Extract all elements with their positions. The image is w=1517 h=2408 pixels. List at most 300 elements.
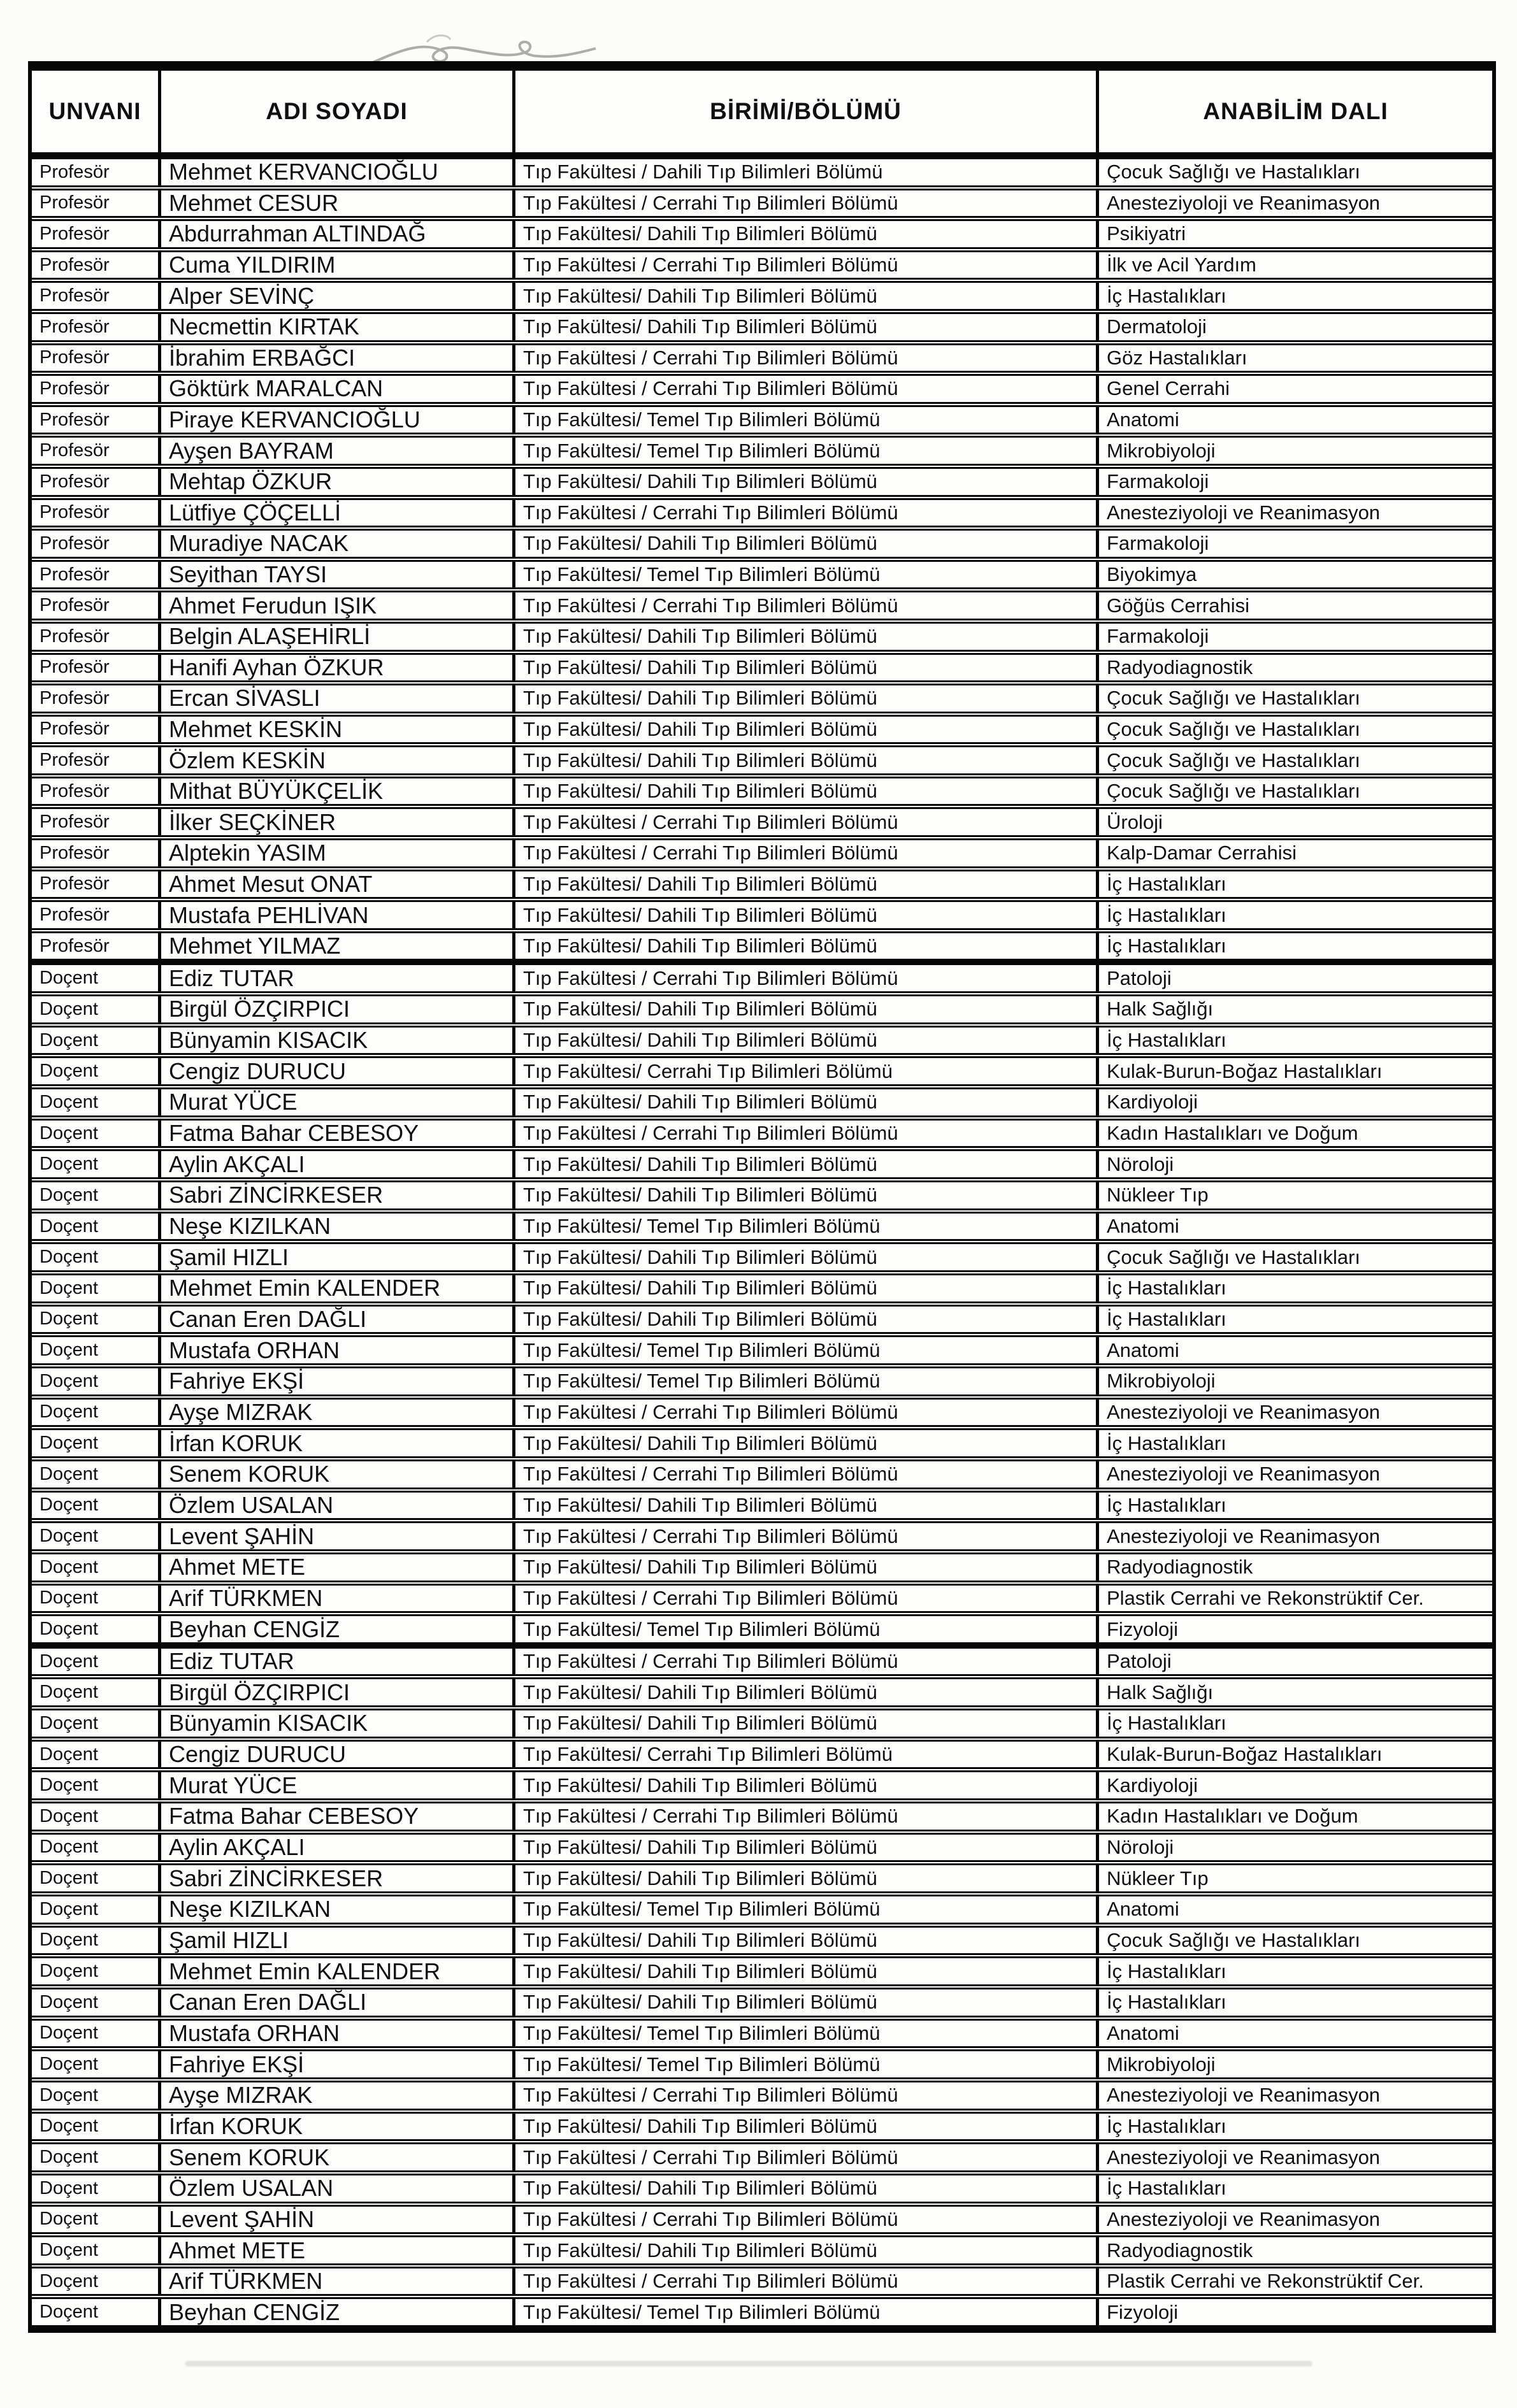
cell-anabilim-dali: Anesteziyoloji ve Reanimasyon xyxy=(1096,190,1492,217)
table-row xyxy=(32,1705,1492,1737)
cell-birimi-bolumu: Tıp Fakültesi / Cerrahi Tıp Bilimleri Bölümü xyxy=(512,1461,1096,1487)
cell-adi-soyadi: Göktürk MARALCAN xyxy=(158,376,512,402)
cell-anabilim-dali: Çocuk Sağlığı ve Hastalıkları xyxy=(1096,1244,1492,1270)
table-row xyxy=(32,216,1492,247)
table-row xyxy=(32,1239,1492,1270)
cell-birimi-bolumu: Tıp Fakültesi / Cerrahi Tıp Bilimleri Bölümü xyxy=(512,500,1096,526)
cell-unvani: Doçent xyxy=(40,1744,98,1765)
cell-unvani: Profesör xyxy=(40,719,110,740)
table-row xyxy=(32,835,1492,866)
cell-unvani: Doçent xyxy=(40,1868,98,1889)
scan-smudge-artifact xyxy=(185,2361,1312,2367)
cell-adi-soyadi: Mehmet YILMAZ xyxy=(158,933,512,959)
cell-birimi-bolumu: Tıp Fakültesi / Cerrahi Tıp Bilimleri Bölümü xyxy=(512,2144,1096,2170)
cell-birimi-bolumu: Tıp Fakültesi/ Temel Tıp Bilimleri Bölümü xyxy=(512,438,1096,464)
cell-unvani: Profesör xyxy=(40,223,110,244)
cell-anabilim-dali: İç Hastalıkları xyxy=(1096,1493,1492,1519)
cell-birimi-bolumu: Tıp Fakültesi/ Dahili Tıp Bilimleri Bölümü xyxy=(512,871,1096,898)
table-row xyxy=(32,526,1492,557)
cell-unvani: Profesör xyxy=(40,935,110,956)
cell-unvani: Profesör xyxy=(40,905,110,926)
cell-birimi-bolumu: Tıp Fakültesi/ Dahili Tıp Bilimleri Bölümü xyxy=(512,933,1096,959)
cell-birimi-bolumu: Tıp Fakültesi/ Dahili Tıp Bilimleri Bölümü xyxy=(512,1772,1096,1798)
cell-unvani: Doçent xyxy=(40,1340,98,1361)
cell-unvani: Doçent xyxy=(40,1401,98,1423)
cell-unvani: Doçent xyxy=(40,2084,98,2105)
cell-adi-soyadi: Abdurrahman ALTINDAĞ xyxy=(158,221,512,247)
cell-anabilim-dali: İç Hastalıkları xyxy=(1096,1028,1492,1054)
table-row xyxy=(32,650,1492,681)
cell-anabilim-dali: Nöroloji xyxy=(1096,1151,1492,1177)
cell-anabilim-dali: Kalp-Damar Cerrahisi xyxy=(1096,840,1492,866)
table-row xyxy=(32,433,1492,464)
cell-birimi-bolumu: Tıp Fakültesi / Cerrahi Tıp Bilimleri Bölümü xyxy=(512,1586,1096,1612)
cell-anabilim-dali: Anesteziyoloji ve Reanimasyon xyxy=(1096,500,1492,526)
cell-adi-soyadi: Sabri ZİNCİRKESER xyxy=(158,1865,512,1891)
table-row xyxy=(32,2170,1492,2202)
cell-adi-soyadi: Bünyamin KISACIK xyxy=(158,1710,512,1737)
cell-unvani: Profesör xyxy=(40,564,110,585)
cell-unvani: Doçent xyxy=(40,1122,98,1143)
table-row xyxy=(32,1053,1492,1084)
table-row xyxy=(32,185,1492,217)
cell-anabilim-dali: Halk Sağlığı xyxy=(1096,996,1492,1022)
cell-unvani: Profesör xyxy=(40,440,110,461)
cell-anabilim-dali: Genel Cerrahi xyxy=(1096,376,1492,402)
cell-anabilim-dali: Anatomi xyxy=(1096,407,1492,433)
table-row xyxy=(32,928,1492,959)
table-row xyxy=(32,897,1492,928)
cell-adi-soyadi: Fahriye EKŞİ xyxy=(158,2051,512,2077)
cell-unvani: Doçent xyxy=(40,2177,98,2198)
table-row xyxy=(32,742,1492,773)
cell-birimi-bolumu: Tıp Fakültesi/ Dahili Tıp Bilimleri Bölümü xyxy=(512,2175,1096,2202)
table-row xyxy=(32,866,1492,898)
table-row xyxy=(32,309,1492,340)
cell-birimi-bolumu: Tıp Fakültesi/ Dahili Tıp Bilimleri Bölümü xyxy=(512,996,1096,1022)
cell-adi-soyadi: Ahmet Mesut ONAT xyxy=(158,871,512,898)
cell-anabilim-dali: Çocuk Sağlığı ve Hastalıkları xyxy=(1096,717,1492,743)
cell-adi-soyadi: Mehmet Emin KALENDER xyxy=(158,1275,512,1301)
cell-anabilim-dali: Kardiyoloji xyxy=(1096,1772,1492,1798)
cell-anabilim-dali: Radyodiagnostik xyxy=(1096,655,1492,681)
cell-anabilim-dali: İç Hastalıkları xyxy=(1096,1307,1492,1333)
cell-adi-soyadi: İrfan KORUK xyxy=(158,2114,512,2140)
cell-adi-soyadi: Mithat BÜYÜKÇELİK xyxy=(158,778,512,805)
cell-adi-soyadi: Mehmet CESUR xyxy=(158,190,512,217)
cell-adi-soyadi: Birgül ÖZÇIRPICI xyxy=(158,1679,512,1705)
cell-unvani: Doçent xyxy=(40,1091,98,1112)
table-row xyxy=(32,1549,1492,1580)
cell-anabilim-dali: Anatomi xyxy=(1096,1214,1492,1240)
cell-adi-soyadi: Ayşe MIZRAK xyxy=(158,1400,512,1426)
cell-adi-soyadi: Şamil HIZLI xyxy=(158,1928,512,1954)
cell-anabilim-dali: Anatomi xyxy=(1096,1896,1492,1923)
cell-birimi-bolumu: Tıp Fakültesi/ Dahili Tıp Bilimleri Bölümü xyxy=(512,314,1096,340)
table-row xyxy=(32,1580,1492,1612)
table-row xyxy=(32,1394,1492,1426)
table-row xyxy=(32,278,1492,309)
cell-birimi-bolumu: Tıp Fakültesi / Cerrahi Tıp Bilimleri Bölümü xyxy=(512,1400,1096,1426)
cell-unvani: Profesör xyxy=(40,657,110,678)
cell-birimi-bolumu: Tıp Fakültesi/ Dahili Tıp Bilimleri Bölümü xyxy=(512,2114,1096,2140)
cell-adi-soyadi: Bünyamin KISACIK xyxy=(158,1028,512,1054)
column-header-birimi-bolumu: BİRİMİ/BÖLÜMÜ xyxy=(512,71,1096,152)
column-header-anabilim-dali: ANABİLİM DALI xyxy=(1096,71,1492,152)
cell-birimi-bolumu: Tıp Fakültesi/ Dahili Tıp Bilimleri Bölümü xyxy=(512,1679,1096,1705)
cell-unvani: Doçent xyxy=(40,1061,98,1082)
cell-anabilim-dali: İlk ve Acil Yardım xyxy=(1096,252,1492,278)
table-row xyxy=(32,2263,1492,2295)
cell-adi-soyadi: Senem KORUK xyxy=(158,1461,512,1487)
cell-unvani: Doçent xyxy=(40,2116,98,2137)
table-row xyxy=(32,371,1492,402)
cell-unvani: Doçent xyxy=(40,1494,98,1516)
cell-adi-soyadi: Ahmet METE xyxy=(158,1554,512,1580)
cell-adi-soyadi: Fatma Bahar CEBESOY xyxy=(158,1803,512,1830)
table-row xyxy=(32,1208,1492,1240)
cell-birimi-bolumu: Tıp Fakültesi/ Dahili Tıp Bilimleri Bölümü xyxy=(512,1430,1096,1456)
table-row xyxy=(32,587,1492,619)
cell-unvani: Doçent xyxy=(40,1775,98,1796)
cell-birimi-bolumu: Tıp Fakültesi / Dahili Tıp Bilimleri Bölümü xyxy=(512,159,1096,185)
staff-table xyxy=(28,61,1496,2333)
cell-adi-soyadi: Özlem KESKİN xyxy=(158,747,512,773)
cell-birimi-bolumu: Tıp Fakültesi/ Dahili Tıp Bilimleri Bölümü xyxy=(512,1028,1096,1054)
cell-birimi-bolumu: Tıp Fakültesi/ Temel Tıp Bilimleri Bölümü xyxy=(512,1337,1096,1363)
cell-adi-soyadi: Canan Eren DAĞLI xyxy=(158,1307,512,1333)
cell-unvani: Doçent xyxy=(40,2209,98,2230)
column-header-adi-soyadi: ADI SOYADI xyxy=(158,71,512,152)
table-row xyxy=(32,340,1492,371)
cell-anabilim-dali: Farmakoloji xyxy=(1096,624,1492,650)
cell-anabilim-dali: Çocuk Sağlığı ve Hastalıkları xyxy=(1096,778,1492,805)
cell-anabilim-dali: İç Hastalıkları xyxy=(1096,1275,1492,1301)
cell-birimi-bolumu: Tıp Fakültesi / Cerrahi Tıp Bilimleri Bölümü xyxy=(512,592,1096,619)
cell-birimi-bolumu: Tıp Fakültesi/ Temel Tıp Bilimleri Bölümü xyxy=(512,1896,1096,1923)
cell-adi-soyadi: Cuma YILDIRIM xyxy=(158,252,512,278)
table-row xyxy=(32,1177,1492,1208)
cell-birimi-bolumu: Tıp Fakültesi/ Temel Tıp Bilimleri Bölümü xyxy=(512,2299,1096,2325)
table-body xyxy=(32,159,1492,2325)
cell-birimi-bolumu: Tıp Fakültesi/ Dahili Tıp Bilimleri Bölümü xyxy=(512,1244,1096,1270)
cell-birimi-bolumu: Tıp Fakültesi/ Temel Tıp Bilimleri Bölümü xyxy=(512,407,1096,433)
cell-adi-soyadi: Lütfiye ÇÖÇELLİ xyxy=(158,500,512,526)
cell-birimi-bolumu: Tıp Fakültesi/ Temel Tıp Bilimleri Bölümü xyxy=(512,1214,1096,1240)
table-row xyxy=(32,1891,1492,1923)
cell-unvani: Doçent xyxy=(40,1837,98,1858)
cell-unvani: Profesör xyxy=(40,254,110,275)
cell-birimi-bolumu: Tıp Fakültesi/ Dahili Tıp Bilimleri Bölümü xyxy=(512,1182,1096,1208)
cell-birimi-bolumu: Tıp Fakültesi / Cerrahi Tıp Bilimleri Bölümü xyxy=(512,2207,1096,2233)
cell-anabilim-dali: Patoloji xyxy=(1096,1649,1492,1675)
cell-adi-soyadi: Neşe KIZILKAN xyxy=(158,1896,512,1923)
table-row xyxy=(32,965,1492,991)
cell-unvani: Doçent xyxy=(40,2240,98,2260)
cell-anabilim-dali: Göğüs Cerrahisi xyxy=(1096,592,1492,619)
cell-birimi-bolumu: Tıp Fakültesi/ Dahili Tıp Bilimleri Bölümü xyxy=(512,902,1096,928)
cell-adi-soyadi: Murat YÜCE xyxy=(158,1089,512,1115)
cell-adi-soyadi: Sabri ZİNCİRKESER xyxy=(158,1182,512,1208)
table-row xyxy=(32,402,1492,433)
cell-unvani: Doçent xyxy=(40,998,98,1019)
cell-adi-soyadi: Seyithan TAYSI xyxy=(158,562,512,588)
cell-unvani: Doçent xyxy=(40,1556,98,1577)
table-row xyxy=(32,1363,1492,1394)
cell-anabilim-dali: Biyokimya xyxy=(1096,562,1492,588)
table-row xyxy=(32,1767,1492,1798)
cell-anabilim-dali: Kadın Hastalıkları ve Doğum xyxy=(1096,1121,1492,1147)
cell-adi-soyadi: Fahriye EKŞİ xyxy=(158,1368,512,1394)
table-row xyxy=(32,1737,1492,1768)
table-row xyxy=(32,991,1492,1022)
cell-anabilim-dali: Mikrobiyoloji xyxy=(1096,438,1492,464)
cell-adi-soyadi: Beyhan CENGİZ xyxy=(158,1616,512,1642)
cell-anabilim-dali: Mikrobiyoloji xyxy=(1096,1368,1492,1394)
cell-anabilim-dali: Nükleer Tıp xyxy=(1096,1182,1492,1208)
cell-unvani: Doçent xyxy=(40,1308,98,1329)
cell-birimi-bolumu: Tıp Fakültesi/ Dahili Tıp Bilimleri Bölümü xyxy=(512,2237,1096,2263)
cell-unvani: Profesör xyxy=(40,595,110,616)
cell-adi-soyadi: Canan Eren DAĞLI xyxy=(158,1989,512,2016)
table-header-row xyxy=(32,71,1492,159)
cell-birimi-bolumu: Tıp Fakültesi / Cerrahi Tıp Bilimleri Bölümü xyxy=(512,2082,1096,2109)
table-row xyxy=(32,495,1492,526)
cell-anabilim-dali: Göz Hastalıkları xyxy=(1096,345,1492,371)
table-row xyxy=(32,2109,1492,2140)
cell-anabilim-dali: Anatomi xyxy=(1096,1337,1492,1363)
cell-unvani: Profesör xyxy=(40,626,110,647)
cell-anabilim-dali: Patoloji xyxy=(1096,965,1492,991)
cell-adi-soyadi: Necmettin KIRTAK xyxy=(158,314,512,340)
cell-unvani: Doçent xyxy=(40,1712,98,1733)
cell-anabilim-dali: Anesteziyoloji ve Reanimasyon xyxy=(1096,2144,1492,2170)
table-row xyxy=(32,2139,1492,2170)
cell-anabilim-dali: Kadın Hastalıkları ve Doğum xyxy=(1096,1803,1492,1830)
cell-anabilim-dali: Anesteziyoloji ve Reanimasyon xyxy=(1096,2207,1492,2233)
cell-anabilim-dali: İç Hastalıkları xyxy=(1096,933,1492,959)
table-row xyxy=(32,1860,1492,1891)
cell-unvani: Doçent xyxy=(40,2270,98,2291)
cell-birimi-bolumu: Tıp Fakültesi / Cerrahi Tıp Bilimleri Bölümü xyxy=(512,1121,1096,1147)
cell-anabilim-dali: Anesteziyoloji ve Reanimasyon xyxy=(1096,1461,1492,1487)
cell-adi-soyadi: Mehmet KESKİN xyxy=(158,717,512,743)
cell-unvani: Doçent xyxy=(40,1184,98,1205)
cell-adi-soyadi: Cengiz DURUCU xyxy=(158,1058,512,1084)
cell-birimi-bolumu: Tıp Fakültesi/ Dahili Tıp Bilimleri Bölümü xyxy=(512,1554,1096,1580)
column-header-unvani: UNVANI xyxy=(48,98,141,124)
cell-anabilim-dali: İç Hastalıkları xyxy=(1096,2114,1492,2140)
cell-adi-soyadi: Levent ŞAHİN xyxy=(158,1523,512,1549)
cell-unvani: Doçent xyxy=(40,1651,98,1672)
cell-adi-soyadi: Arif TÜRKMEN xyxy=(158,2268,512,2295)
cell-anabilim-dali: Dermatoloji xyxy=(1096,314,1492,340)
cell-anabilim-dali: Nöroloji xyxy=(1096,1835,1492,1861)
cell-birimi-bolumu: Tıp Fakültesi/ Temel Tıp Bilimleri Bölümü xyxy=(512,2021,1096,2047)
cell-unvani: Doçent xyxy=(40,1463,98,1484)
cell-unvani: Doçent xyxy=(40,1154,98,1175)
table-row xyxy=(32,2294,1492,2325)
table-row xyxy=(32,619,1492,650)
cell-unvani: Profesör xyxy=(40,192,110,213)
cell-birimi-bolumu: Tıp Fakültesi/ Temel Tıp Bilimleri Bölümü xyxy=(512,1616,1096,1642)
table-row xyxy=(32,2046,1492,2077)
cell-adi-soyadi: Mehtap ÖZKUR xyxy=(158,469,512,495)
cell-unvani: Profesör xyxy=(40,316,110,337)
cell-unvani: Profesör xyxy=(40,285,110,306)
table-row xyxy=(32,1674,1492,1705)
cell-adi-soyadi: Muradiye NACAK xyxy=(158,531,512,557)
table-row xyxy=(32,557,1492,588)
cell-unvani: Profesör xyxy=(40,161,110,182)
cell-unvani: Profesör xyxy=(40,378,110,399)
cell-adi-soyadi: Murat YÜCE xyxy=(158,1772,512,1798)
cell-birimi-bolumu: Tıp Fakültesi / Cerrahi Tıp Bilimleri Bölümü xyxy=(512,190,1096,217)
cell-unvani: Doçent xyxy=(40,1898,98,1919)
cell-anabilim-dali: Mikrobiyoloji xyxy=(1096,2051,1492,2077)
cell-birimi-bolumu: Tıp Fakültesi/ Dahili Tıp Bilimleri Bölümü xyxy=(512,717,1096,743)
cell-birimi-bolumu: Tıp Fakültesi/ Dahili Tıp Bilimleri Bölümü xyxy=(512,531,1096,557)
cell-birimi-bolumu: Tıp Fakültesi/ Dahili Tıp Bilimleri Bölümü xyxy=(512,1989,1096,2016)
cell-birimi-bolumu: Tıp Fakültesi/ Dahili Tıp Bilimleri Bölümü xyxy=(512,1958,1096,1984)
cell-adi-soyadi: Ediz TUTAR xyxy=(158,1649,512,1675)
cell-birimi-bolumu: Tıp Fakültesi/ Dahili Tıp Bilimleri Bölümü xyxy=(512,1493,1096,1519)
cell-anabilim-dali: Anesteziyoloji ve Reanimasyon xyxy=(1096,2082,1492,2109)
cell-anabilim-dali: İç Hastalıkları xyxy=(1096,871,1492,898)
cell-birimi-bolumu: Tıp Fakültesi/ Dahili Tıp Bilimleri Bölümü xyxy=(512,685,1096,712)
table-row xyxy=(32,712,1492,743)
cell-adi-soyadi: Levent ŞAHİN xyxy=(158,2207,512,2233)
cell-unvani: Doçent xyxy=(40,1991,98,2012)
cell-anabilim-dali: Anesteziyoloji ve Reanimasyon xyxy=(1096,1523,1492,1549)
cell-birimi-bolumu: Tıp Fakültesi / Cerrahi Tıp Bilimleri Bölümü xyxy=(512,840,1096,866)
table-row xyxy=(32,680,1492,712)
cell-adi-soyadi: Ahmet Ferudun IŞIK xyxy=(158,592,512,619)
cell-unvani: Profesör xyxy=(40,812,110,833)
table-row xyxy=(32,1984,1492,2016)
cell-birimi-bolumu: Tıp Fakültesi/ Temel Tıp Bilimleri Bölümü xyxy=(512,1368,1096,1394)
cell-anabilim-dali: Çocuk Sağlığı ve Hastalıkları xyxy=(1096,747,1492,773)
cell-unvani: Doçent xyxy=(40,1215,98,1236)
cell-unvani: Profesör xyxy=(40,471,110,492)
table-row xyxy=(32,1923,1492,1954)
cell-adi-soyadi: Piraye KERVANCIOĞLU xyxy=(158,407,512,433)
cell-adi-soyadi: Özlem USALAN xyxy=(158,2175,512,2202)
cell-anabilim-dali: Çocuk Sağlığı ve Hastalıkları xyxy=(1096,159,1492,185)
cell-adi-soyadi: Aylin AKÇALI xyxy=(158,1835,512,1861)
cell-adi-soyadi: Aylin AKÇALI xyxy=(158,1151,512,1177)
table-row xyxy=(32,464,1492,495)
cell-birimi-bolumu: Tıp Fakültesi/ Dahili Tıp Bilimleri Bölümü xyxy=(512,1865,1096,1891)
table-row xyxy=(32,2016,1492,2047)
cell-adi-soyadi: Hanifi Ayhan ÖZKUR xyxy=(158,655,512,681)
cell-anabilim-dali: Halk Sağlığı xyxy=(1096,1679,1492,1705)
cell-unvani: Profesör xyxy=(40,750,110,771)
cell-anabilim-dali: Üroloji xyxy=(1096,809,1492,835)
table-row xyxy=(32,1022,1492,1054)
cell-anabilim-dali: Kulak-Burun-Boğaz Hastalıkları xyxy=(1096,1058,1492,1084)
cell-unvani: Doçent xyxy=(40,2147,98,2168)
row-group-docent-block-2 xyxy=(32,1642,1492,2325)
cell-adi-soyadi: Mehmet Emin KALENDER xyxy=(158,1958,512,1984)
cell-adi-soyadi: Mustafa ORHAN xyxy=(158,2021,512,2047)
cell-adi-soyadi: Cengiz DURUCU xyxy=(158,1742,512,1768)
cell-adi-soyadi: Alptekin YASIM xyxy=(158,840,512,866)
table-row xyxy=(32,1953,1492,1984)
cell-adi-soyadi: İlker SEÇKİNER xyxy=(158,809,512,835)
table-row xyxy=(32,1798,1492,1830)
table-row xyxy=(32,1146,1492,1177)
table-row xyxy=(32,2077,1492,2109)
cell-unvani: Doçent xyxy=(40,1247,98,1268)
table-row xyxy=(32,804,1492,835)
table-row xyxy=(32,1301,1492,1333)
cell-unvani: Profesör xyxy=(40,533,110,554)
cell-birimi-bolumu: Tıp Fakültesi / Cerrahi Tıp Bilimleri Bölümü xyxy=(512,965,1096,991)
cell-birimi-bolumu: Tıp Fakültesi/ Dahili Tıp Bilimleri Bölümü xyxy=(512,283,1096,309)
table-row xyxy=(32,1830,1492,1861)
cell-birimi-bolumu: Tıp Fakültesi / Cerrahi Tıp Bilimleri Bölümü xyxy=(512,809,1096,835)
cell-unvani: Doçent xyxy=(40,1619,98,1640)
table-row xyxy=(32,1456,1492,1487)
cell-birimi-bolumu: Tıp Fakültesi / Cerrahi Tıp Bilimleri Bölümü xyxy=(512,1803,1096,1830)
cell-anabilim-dali: Nükleer Tıp xyxy=(1096,1865,1492,1891)
cell-unvani: Doçent xyxy=(40,1370,98,1391)
cell-anabilim-dali: Fizyoloji xyxy=(1096,2299,1492,2325)
cell-birimi-bolumu: Tıp Fakültesi/ Dahili Tıp Bilimleri Bölümü xyxy=(512,1151,1096,1177)
cell-adi-soyadi: Birgül ÖZÇIRPICI xyxy=(158,996,512,1022)
cell-adi-soyadi: Alper SEVİNÇ xyxy=(158,283,512,309)
cell-unvani: Doçent xyxy=(40,1526,98,1547)
cell-birimi-bolumu: Tıp Fakültesi/ Dahili Tıp Bilimleri Bölümü xyxy=(512,1275,1096,1301)
cell-adi-soyadi: İrfan KORUK xyxy=(158,1430,512,1456)
cell-birimi-bolumu: Tıp Fakültesi / Cerrahi Tıp Bilimleri Bölümü xyxy=(512,1523,1096,1549)
cell-anabilim-dali: Plastik Cerrahi ve Rekonstrüktif Cer. xyxy=(1096,2268,1492,2295)
cell-unvani: Profesör xyxy=(40,687,110,708)
cell-anabilim-dali: İç Hastalıkları xyxy=(1096,2175,1492,2202)
cell-unvani: Doçent xyxy=(40,1930,98,1951)
cell-anabilim-dali: İç Hastalıkları xyxy=(1096,1710,1492,1737)
cell-unvani: Profesör xyxy=(40,842,110,863)
cell-adi-soyadi: Ahmet METE xyxy=(158,2237,512,2263)
cell-anabilim-dali: Farmakoloji xyxy=(1096,531,1492,557)
cell-birimi-bolumu: Tıp Fakültesi / Cerrahi Tıp Bilimleri Bölümü xyxy=(512,2268,1096,2295)
cell-unvani: Doçent xyxy=(40,968,98,989)
cell-adi-soyadi: Mustafa PEHLİVAN xyxy=(158,902,512,928)
cell-anabilim-dali: Kardiyoloji xyxy=(1096,1089,1492,1115)
cell-adi-soyadi: İbrahim ERBAĞCI xyxy=(158,345,512,371)
cell-unvani: Profesör xyxy=(40,347,110,368)
cell-birimi-bolumu: Tıp Fakültesi/ Temel Tıp Bilimleri Bölümü xyxy=(512,2051,1096,2077)
cell-anabilim-dali: Fizyoloji xyxy=(1096,1616,1492,1642)
cell-unvani: Doçent xyxy=(40,2023,98,2044)
cell-unvani: Doçent xyxy=(40,1433,98,1454)
cell-unvani: Doçent xyxy=(40,1029,98,1050)
cell-adi-soyadi: Özlem USALAN xyxy=(158,1493,512,1519)
cell-birimi-bolumu: Tıp Fakültesi / Cerrahi Tıp Bilimleri Bölümü xyxy=(512,345,1096,371)
cell-anabilim-dali: Psikiyatri xyxy=(1096,221,1492,247)
cell-unvani: Doçent xyxy=(40,1682,98,1703)
table-row xyxy=(32,1518,1492,1549)
cell-unvani: Doçent xyxy=(40,2054,98,2075)
cell-unvani: Profesör xyxy=(40,780,110,801)
cell-birimi-bolumu: Tıp Fakültesi / Cerrahi Tıp Bilimleri Bölümü xyxy=(512,1649,1096,1675)
cell-unvani: Doçent xyxy=(40,1277,98,1298)
cell-anabilim-dali: İç Hastalıkları xyxy=(1096,1958,1492,1984)
table-row xyxy=(32,1425,1492,1456)
table-row xyxy=(32,773,1492,805)
cell-adi-soyadi: Senem KORUK xyxy=(158,2144,512,2170)
